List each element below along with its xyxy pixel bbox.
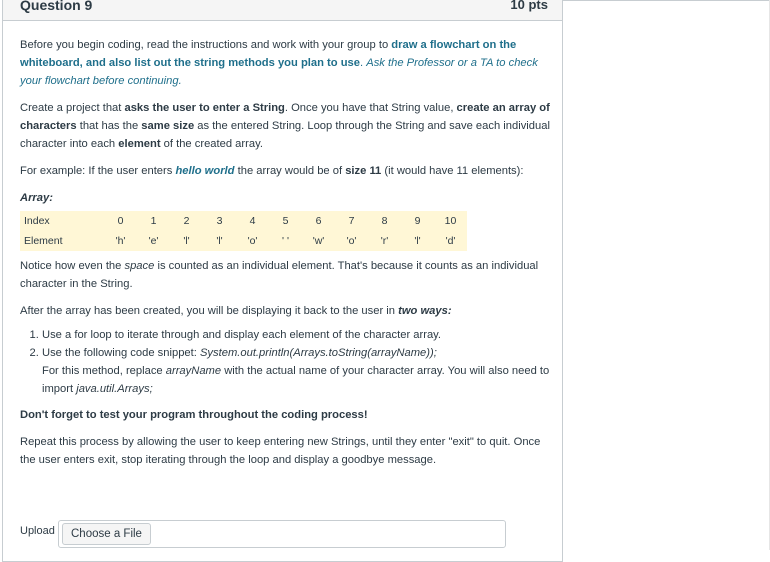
task-text: that has the	[76, 120, 142, 132]
index-cell: 6	[315, 215, 322, 227]
index-cell: 10	[444, 215, 457, 227]
example-text: For example: If the user enters	[20, 165, 176, 177]
index-cell: 1	[150, 215, 157, 227]
step-text: Use a for loop to iterate through and display each element of the character array.	[42, 329, 442, 341]
element-cell: 'l'	[216, 235, 223, 247]
step-text: For this method, replace	[42, 365, 166, 377]
index-cell: 0	[117, 215, 124, 227]
after-emphasis: two ways:	[398, 305, 452, 317]
intro-paragraph	[20, 36, 550, 90]
reminder-paragraph	[20, 406, 550, 424]
upload-label: Upload	[20, 525, 55, 537]
task-bold: element	[118, 138, 161, 150]
step-text: Use the following code snippet:	[42, 347, 200, 359]
array-name-placeholder: arrayName	[165, 365, 222, 377]
task-bold: asks the user to enter a String	[124, 102, 285, 114]
example-input: hello world	[175, 165, 235, 177]
step-item	[42, 326, 550, 344]
example-size: size 11	[345, 165, 382, 177]
example-text: (it would have 11 elements):	[381, 165, 524, 177]
index-cell: 3	[216, 215, 223, 227]
question-title: Question 9	[20, 0, 93, 13]
element-cell: 'o'	[247, 235, 258, 247]
code-snippet: System.out.println(Arrays.toString(arrayName));	[199, 347, 437, 359]
intro-sep: .	[360, 57, 367, 69]
task-bold: create an array of characters	[20, 102, 550, 132]
index-row	[20, 211, 467, 231]
step-text: with the actual name of your character array. You will also need to import	[42, 365, 550, 395]
task-bold: same size	[141, 120, 195, 132]
task-text: . Once you have that String value,	[284, 102, 457, 114]
file-upload-field[interactable]	[58, 520, 506, 548]
repeat-paragraph: Repeat this process by allowing the user to keep entering new Strings, until they enter "exit" to quit. Once the user enters exit, stop iterating through the loop and display a goodbye message.	[20, 436, 541, 466]
reminder-text: Don't forget to test your program throughout the coding process!	[20, 409, 368, 421]
task-text: as the entered String. Loop through the String and save each individual character into each	[20, 120, 550, 150]
task-paragraph	[20, 99, 550, 153]
array-table	[20, 211, 467, 251]
element-cell: 'o'	[346, 235, 357, 247]
intro-note: Ask the Professor or a TA to check your flowchart before continuing.	[20, 57, 538, 87]
after-paragraph	[20, 302, 550, 320]
notice-text: is counted as an individual element. That's because it counts as an individual character in the String.	[20, 260, 539, 290]
task-text: Create a project that	[20, 102, 125, 114]
question-points: 10 pts	[510, 0, 548, 12]
element-cell: 'l'	[414, 235, 421, 247]
index-cell: 5	[282, 215, 289, 227]
choose-file-button[interactable]: Choose a File	[62, 523, 151, 545]
top-divider	[563, 0, 770, 1]
notice-paragraph	[20, 257, 550, 293]
question-header	[3, 0, 562, 21]
element-row	[20, 231, 467, 251]
index-cell: 4	[249, 215, 256, 227]
index-cell: 2	[183, 215, 190, 227]
import-statement: java.util.Arrays;	[76, 383, 153, 395]
intro-emphasis: draw a flowchart on the whiteboard, and also list out the string methods you plan to use	[20, 39, 517, 69]
array-label: Array:	[20, 192, 53, 204]
step-item	[42, 344, 550, 398]
element-cell: 'h'	[115, 235, 126, 247]
element-cell: 'e'	[148, 235, 159, 247]
element-cell: 'd'	[445, 235, 456, 247]
element-cell: ' '	[282, 235, 289, 247]
notice-text: Notice how even the	[20, 260, 125, 272]
steps-list	[42, 326, 550, 398]
array-label-paragraph	[20, 189, 550, 207]
element-cell: 'w'	[312, 235, 325, 247]
intro-text: Before you begin coding, read the instructions and work with your group to	[20, 39, 392, 51]
index-label: Index	[24, 215, 50, 227]
index-cell: 9	[414, 215, 421, 227]
after-text: After the array has been created, you will be displaying it back to the user in	[20, 305, 399, 317]
example-text: the array would be of	[234, 165, 346, 177]
index-cell: 7	[348, 215, 355, 227]
element-cell: 'r'	[380, 235, 389, 247]
task-text: of the created array.	[160, 138, 263, 150]
question-body	[20, 36, 550, 478]
element-label: Element	[24, 235, 63, 247]
example-paragraph	[20, 162, 550, 180]
index-cell: 8	[381, 215, 388, 227]
notice-italic: space	[124, 260, 155, 272]
element-cell: 'l'	[183, 235, 190, 247]
